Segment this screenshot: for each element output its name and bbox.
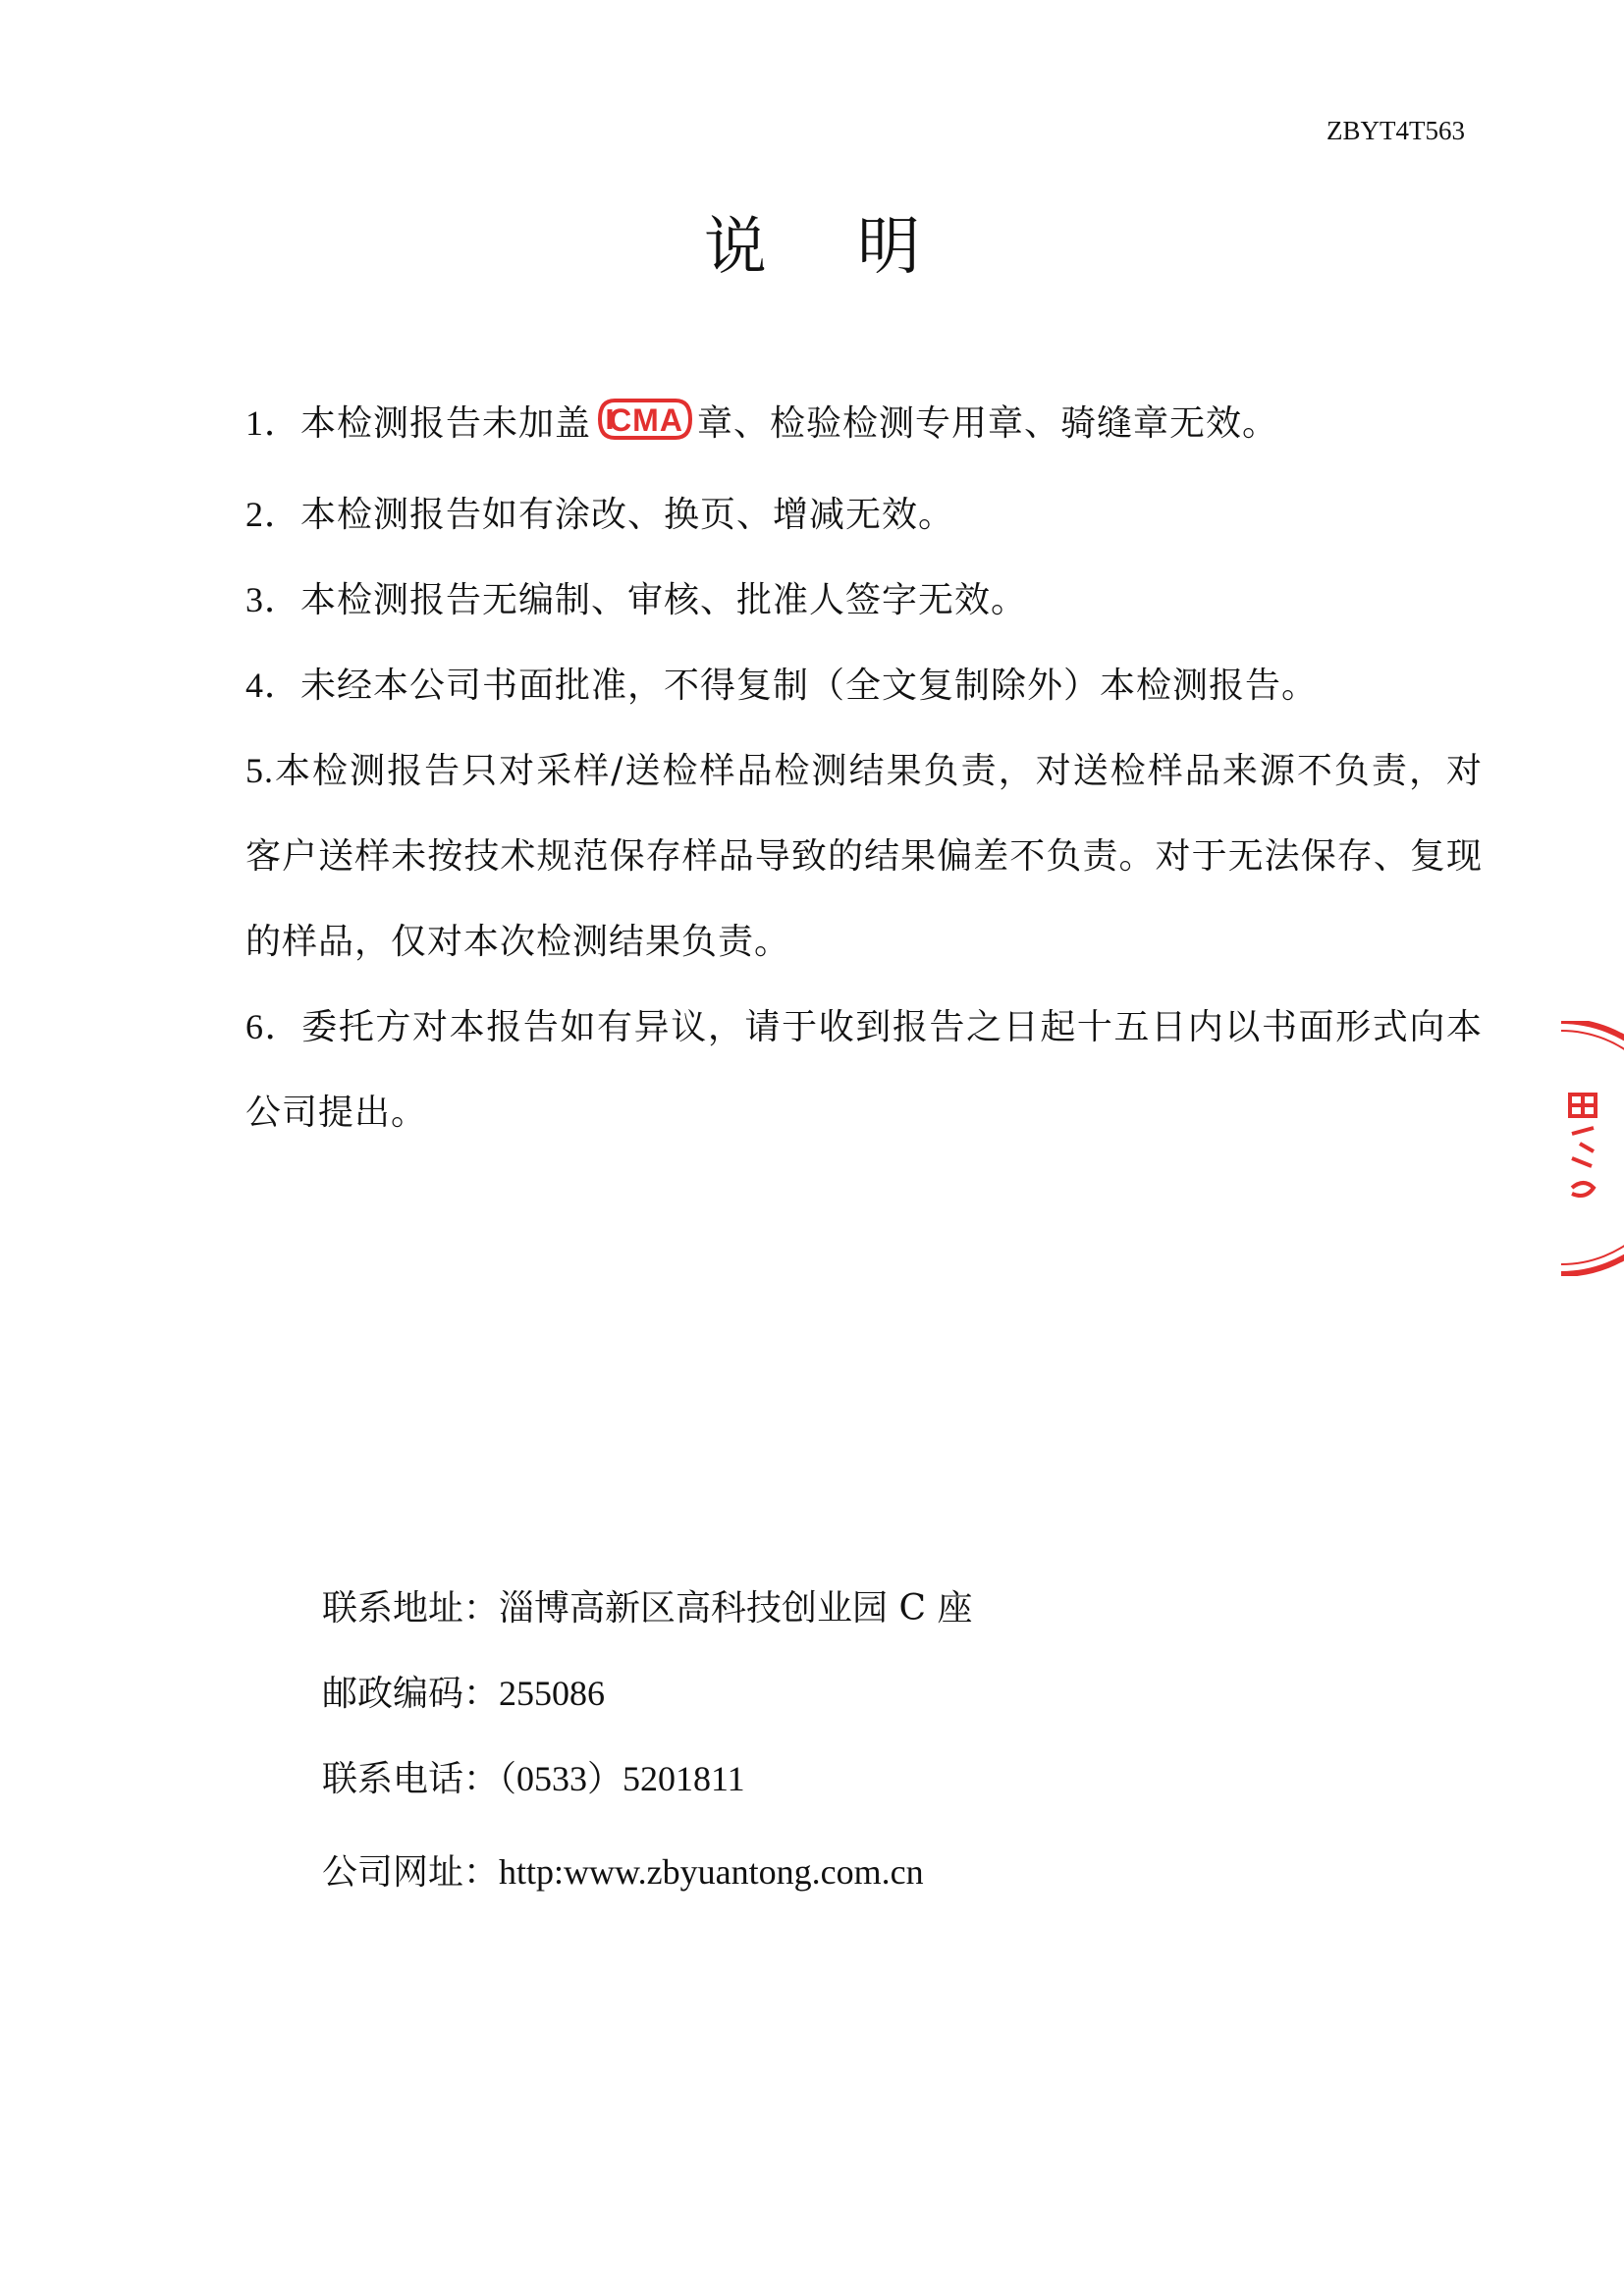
report-number: ZBYT4T563 (1326, 116, 1465, 145)
note-number: 2． (245, 495, 301, 534)
postcode-row (322, 1651, 1304, 1736)
note-6 (245, 985, 1483, 1155)
note-5 (245, 728, 1483, 985)
website-label: 公司网址： (322, 1852, 500, 1893)
notes-list (245, 381, 1483, 1155)
phone-value: （0533）5201811 (499, 1759, 745, 1798)
postcode-label: 邮政编码： (322, 1674, 500, 1714)
note-number: 4． (245, 666, 301, 705)
postcode-value: 255086 (499, 1674, 606, 1713)
note-1 (245, 381, 1483, 472)
note-number: 6． (245, 1007, 302, 1046)
company-seal-icon (1556, 1021, 1624, 1280)
phone-label: 联系电话： (322, 1759, 500, 1799)
website-row (322, 1830, 1304, 1915)
phone-row (322, 1736, 1304, 1822)
note-text: 未经本公司书面批准，不得复制（全文复制除外）本检测报告。 (300, 666, 1319, 706)
note-2 (245, 472, 1483, 558)
page-title: 说 明 (703, 211, 956, 284)
note-text: 本检测报告只对采样/送检样品检测结果负责，对送检样品来源不负责，对客户送样未按技术规范保存样品导致的结果偏差不负责。对于无法保存、复现的样品，仅对本次检测结果负责。 (245, 751, 1483, 962)
address-label: 联系地址： (322, 1588, 500, 1629)
address-row (322, 1566, 1304, 1651)
note-3 (245, 558, 1483, 643)
cma-mark-icon (595, 387, 693, 472)
address-value: 淄博高新区高科技创业园 C 座 (499, 1588, 973, 1629)
note-4 (245, 643, 1483, 728)
cma-mark-text: CMA (609, 402, 683, 438)
note-text: 委托方对本报告如有异议，请于收到报告之日起十五日内以书面形式向本公司提出。 (245, 1007, 1483, 1133)
note-text: 本检测报告未加盖 (300, 403, 592, 444)
contact-info (322, 1566, 1304, 1915)
note-text: 本检测报告无编制、审核、批准人签字无效。 (300, 580, 1028, 620)
website-value: http:www.zbyuantong.com.cn (499, 1852, 924, 1892)
note-number: 5. (245, 751, 274, 790)
note-text: 章、检验检测专用章、骑缝章无效。 (697, 403, 1279, 444)
note-text: 本检测报告如有涂改、换页、增减无效。 (300, 495, 955, 535)
note-number: 3． (245, 580, 301, 619)
note-number: 1． (245, 403, 301, 443)
